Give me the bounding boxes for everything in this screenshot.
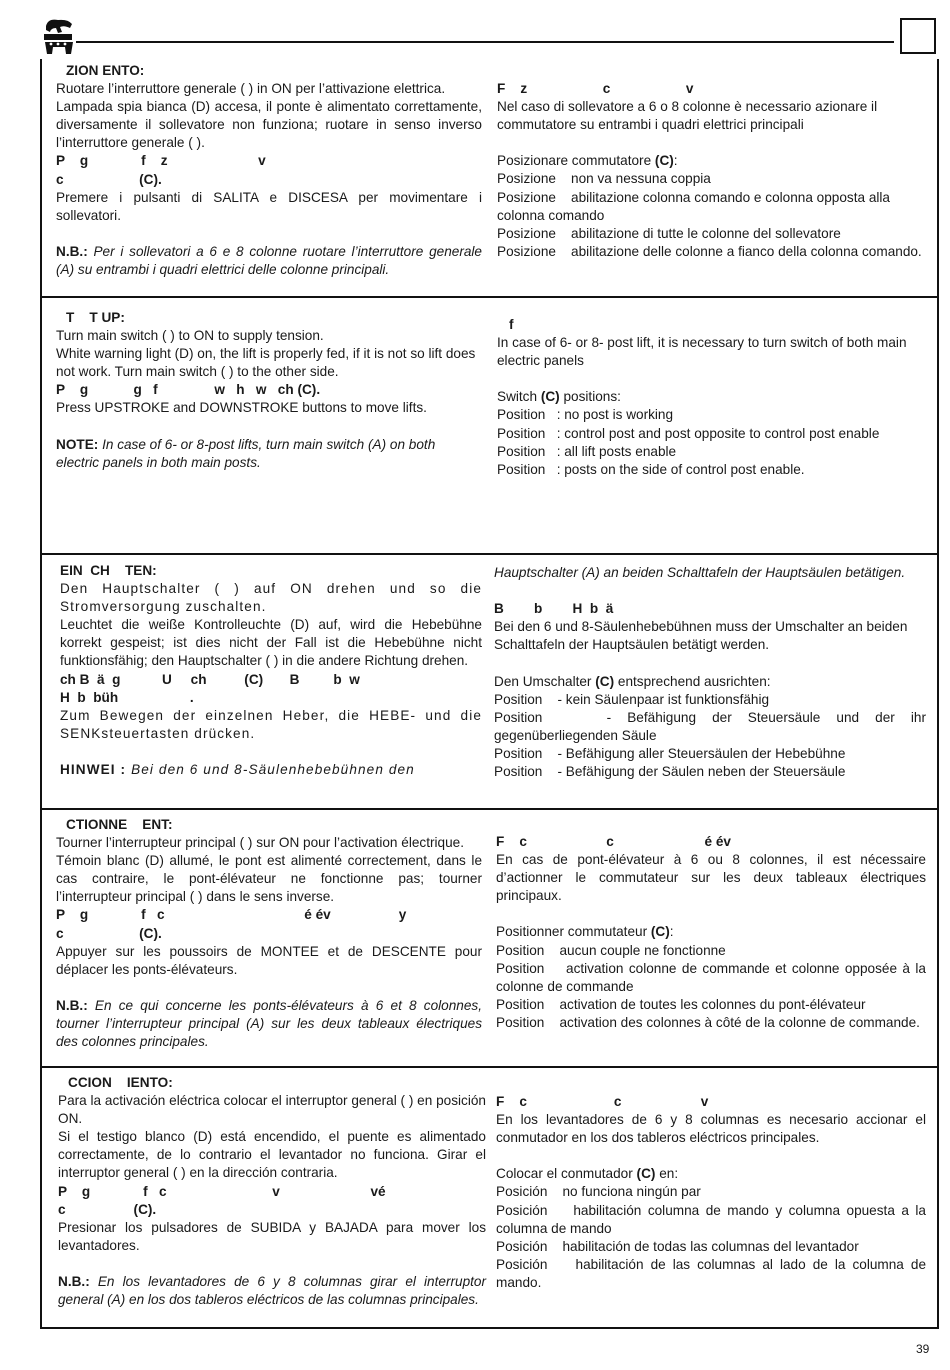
bold-line: P g f z v xyxy=(56,153,266,169)
section-de-left xyxy=(60,562,482,779)
note-text: In case of 6- or 8-post lifts, turn main switch (A) on both electric panels in both main posts. xyxy=(56,436,436,470)
note xyxy=(56,436,482,472)
paragraph: Ruotare l’interruttore generale ( ) in ON per l’attivazione elettrica. xyxy=(56,81,446,97)
note-label: NOTE: xyxy=(56,436,99,452)
section-heading: CTIONNE ENT: xyxy=(66,817,173,832)
section-it-left xyxy=(56,62,482,279)
switch-text: Positionner commutateur xyxy=(496,924,648,940)
section-divider xyxy=(40,296,939,298)
bold-line: B b H b ä xyxy=(494,601,614,617)
bold-line: P g f c é év y xyxy=(56,907,407,923)
note-continuation: Hauptschalter (A) an beiden Schalttafeln der Hauptsäulen betätigen. xyxy=(494,565,906,580)
switch-line xyxy=(497,388,927,406)
position-item: Position : no post is working xyxy=(497,407,674,423)
position-item: Position aucun couple ne fonctionne xyxy=(496,942,726,958)
section-fr-right xyxy=(496,833,930,1032)
bold-line: c (C). xyxy=(58,1201,157,1217)
header-rule xyxy=(76,41,894,43)
switch-text: Switch xyxy=(497,389,538,405)
paragraph: En los levantadores de 6 y 8 columnas es necesario accionar el conmutador en los dos tableros eléctricos principales. xyxy=(496,1112,926,1146)
paragraph: Si el testigo blanco (D) está encendido, el puente es alimentado correctamente, de lo contrario el levantador no funciona. Girar el interruptor general ( ) en la dirección contraria. xyxy=(58,1129,486,1181)
position-item: Position : all lift posts enable xyxy=(497,443,677,459)
bold-line: c (C). xyxy=(56,925,162,941)
switch-line xyxy=(496,1165,926,1183)
paragraph: Appuyer sur les poussoirs de MONTEE et de DESCENTE pour déplacer les ponts-élévateurs. xyxy=(56,943,482,977)
position-item: Position - Befähigung der Steuersäule und der ihr gegenüberliegenden Säule xyxy=(494,709,930,743)
paragraph: Den Hauptschalter ( ) auf ON drehen und so die Stromversorgung zuschalten. xyxy=(60,581,482,615)
section-divider xyxy=(40,1066,939,1068)
section-it-right xyxy=(497,80,925,261)
paragraph: Leuchtet die weiße Kontrolleuchte (D) auf, wird die Hebebühne korrekt gespeist; ist dies nicht der Fall ist die Hebebühne nicht funktionsfähig; den Hauptschalter ( ) in die andere Richtung drehen. xyxy=(60,617,482,669)
note-text: En ce qui concerne les ponts-élévateurs à 6 et 8 colonnes, tourner l’interrupteur principal (A) sur les deux tableaux électriques des colonnes principales. xyxy=(56,997,482,1050)
position-item: Position : posts on the side of control post enable. xyxy=(497,461,805,477)
note-label: N.B.: xyxy=(56,997,88,1013)
switch-suffix: en: xyxy=(659,1166,679,1182)
paragraph: Bei den 6 und 8-Säulenhebebühnen muss der Umschalter an beiden Schalttafeln der Hauptsäulen betätigt werden. xyxy=(494,619,908,653)
section-heading: ZION ENTO: xyxy=(66,63,145,78)
section-es-left xyxy=(58,1074,486,1309)
position-item: Position - Befähigung der Säulen neben der Steuersäule xyxy=(494,764,846,780)
switch-line xyxy=(494,673,926,691)
note-label: N.B.: xyxy=(56,243,88,259)
position-item: Posición habilitación de las columnas al lado de la columna de mando. xyxy=(496,1256,930,1290)
switch-code: (C) xyxy=(654,153,674,169)
switch-code: (C) xyxy=(650,924,670,940)
bold-line: F c c é év xyxy=(496,834,731,849)
paragraph: Press UPSTROKE and DOWNSTROKE buttons to move lifts. xyxy=(56,400,427,416)
note xyxy=(60,761,482,779)
switch-text: Colocar el conmutador xyxy=(496,1166,633,1182)
position-item: Position activation des colonnes à côté de la colonne de commande. xyxy=(496,1014,920,1030)
switch-code: (C) xyxy=(636,1166,656,1182)
note xyxy=(56,997,482,1051)
position-item: Position - Befähigung aller Steuersäulen der Hebebühne xyxy=(494,745,846,761)
switch-text: Posizionare commutatore xyxy=(497,153,652,169)
section-de-right xyxy=(494,564,930,781)
section-en-right xyxy=(497,316,927,479)
paragraph: In case of 6- or 8- post lift, it is necessary to turn switch of both main electric panels xyxy=(497,335,907,369)
position-item: Position activation de toutes les colonnes du pont-élévateur xyxy=(496,996,866,1012)
header-box xyxy=(900,18,936,54)
section-es-right xyxy=(496,1093,930,1292)
paragraph: En cas de pont-élévateur à 6 ou 8 colonnes, il est nécessaire d’actionner le commutateur sur les deux tableaux électriques principaux. xyxy=(496,852,926,904)
note xyxy=(58,1273,486,1309)
position-item: Posizione non va nessuna coppia xyxy=(497,171,711,187)
bold-line: c (C). xyxy=(56,171,162,187)
paragraph: Zum Bewegen der einzelnen Heber, die HEBE- und die SENKsteuertasten drücken. xyxy=(60,707,482,741)
position-item: Position : control post and post opposite to control post enable xyxy=(497,425,880,441)
page-number: 39 xyxy=(916,1342,930,1356)
bold-line: F z c v xyxy=(497,81,694,96)
switch-line: Posizionare commutatore (C): xyxy=(497,153,678,169)
switch-code: (C) xyxy=(595,673,615,689)
position-item: Posición habilitación de todas las columnas del levantador xyxy=(496,1238,859,1254)
position-item: Posizione abilitazione colonna comando e colonna opposta alla colonna comando xyxy=(497,189,894,223)
switch-suffix: positions: xyxy=(563,389,621,405)
position-item: Posición no funciona ningún par xyxy=(496,1184,701,1200)
paragraph: Para la activación eléctrica colocar el interruptor general ( ) en posición ON. xyxy=(58,1093,486,1127)
bold-line: f xyxy=(509,317,514,332)
paragraph: Turn main switch ( ) to ON to supply tension. xyxy=(56,328,324,344)
section-heading: EIN CH TEN: xyxy=(60,563,157,578)
note xyxy=(56,243,482,279)
paragraph: Lampada spia bianca (D) accesa, il ponte è alimentato correttamente, diversamente il sollevatore non funziona; ruotare in senso inverso l’interruttore generale ( ). xyxy=(56,99,482,151)
note-label: HINWEI : xyxy=(60,762,127,778)
position-item: Posición habilitación columna de mando y columna opuesta a la columna de mando xyxy=(496,1202,930,1236)
bold-line: F c c v xyxy=(496,1094,709,1109)
paragraph: Nel caso di sollevatore a 6 o 8 colonne è necessario azionare il commutatore su entrambi i quadri elettrici principali xyxy=(497,99,878,133)
paragraph: White warning light (D) on, the lift is properly fed, if it is not so lift does not work. Turn main switch ( ) to the other side. xyxy=(56,346,476,380)
paragraph: Presionar los pulsadores de SUBIDA y BAJADA para mover los levantadores. xyxy=(58,1219,486,1253)
switch-suffix: entsprechend ausrichten: xyxy=(617,673,771,689)
note-text: Bei den 6 und 8-Säulenhebebühnen den xyxy=(131,762,415,778)
note-text: En los levantadores de 6 y 8 columnas girar el interruptor general (A) en los dos tableros eléctricos de las columnas principales. xyxy=(58,1274,486,1308)
position-item: Position - kein Säulenpaar ist funktionsfähig xyxy=(494,691,770,707)
section-divider xyxy=(40,553,939,555)
switch-line: Positionner commutateur (C): xyxy=(496,924,674,940)
paragraph: Premere i pulsanti di SALITA e DISCESA per movimentare i sollevatori. xyxy=(56,189,482,223)
position-item: Position activation colonne de commande et colonne opposée à la colonne de commande xyxy=(496,960,930,994)
switch-code: (C) xyxy=(540,389,560,405)
bold-line: P g g f w h w ch (C). xyxy=(56,382,321,398)
section-en-left xyxy=(56,309,482,472)
note-text: Per i sollevatori a 6 e 8 colonne ruotare l’interruttore generale (A) su entrambi i quadri elettrici delle colonne principali. xyxy=(56,243,482,278)
position-item: Posizione abilitazione di tutte le colonne del sollevatore xyxy=(497,225,841,241)
bold-line: P g f c v vé xyxy=(58,1183,386,1199)
section-fr-left xyxy=(56,816,482,1051)
note-label: N.B.: xyxy=(58,1274,90,1290)
position-item: Posizione abilitazione delle colonne a fianco della colonna comando. xyxy=(497,243,922,259)
section-heading: CCION IENTO: xyxy=(68,1075,173,1090)
paragraph: Tourner l’interrupteur principal ( ) sur ON pour l’activation électrique. xyxy=(56,835,464,851)
section-divider xyxy=(40,808,939,810)
bold-line: H b büh . xyxy=(60,689,194,705)
section-heading: T T UP: xyxy=(66,310,125,325)
bold-line: ch B ä g U ch (C) B b w xyxy=(60,671,360,687)
paragraph: Témoin blanc (D) allumé, le pont est alimenté correctement, dans le cas contraire, le pont-élévateur ne fonctionne pas; tourner l’interrupteur principal ( ) dans le sens inverse. xyxy=(56,853,482,905)
switch-text: Den Umschalter xyxy=(494,673,592,689)
brand-logo-icon xyxy=(40,16,78,56)
